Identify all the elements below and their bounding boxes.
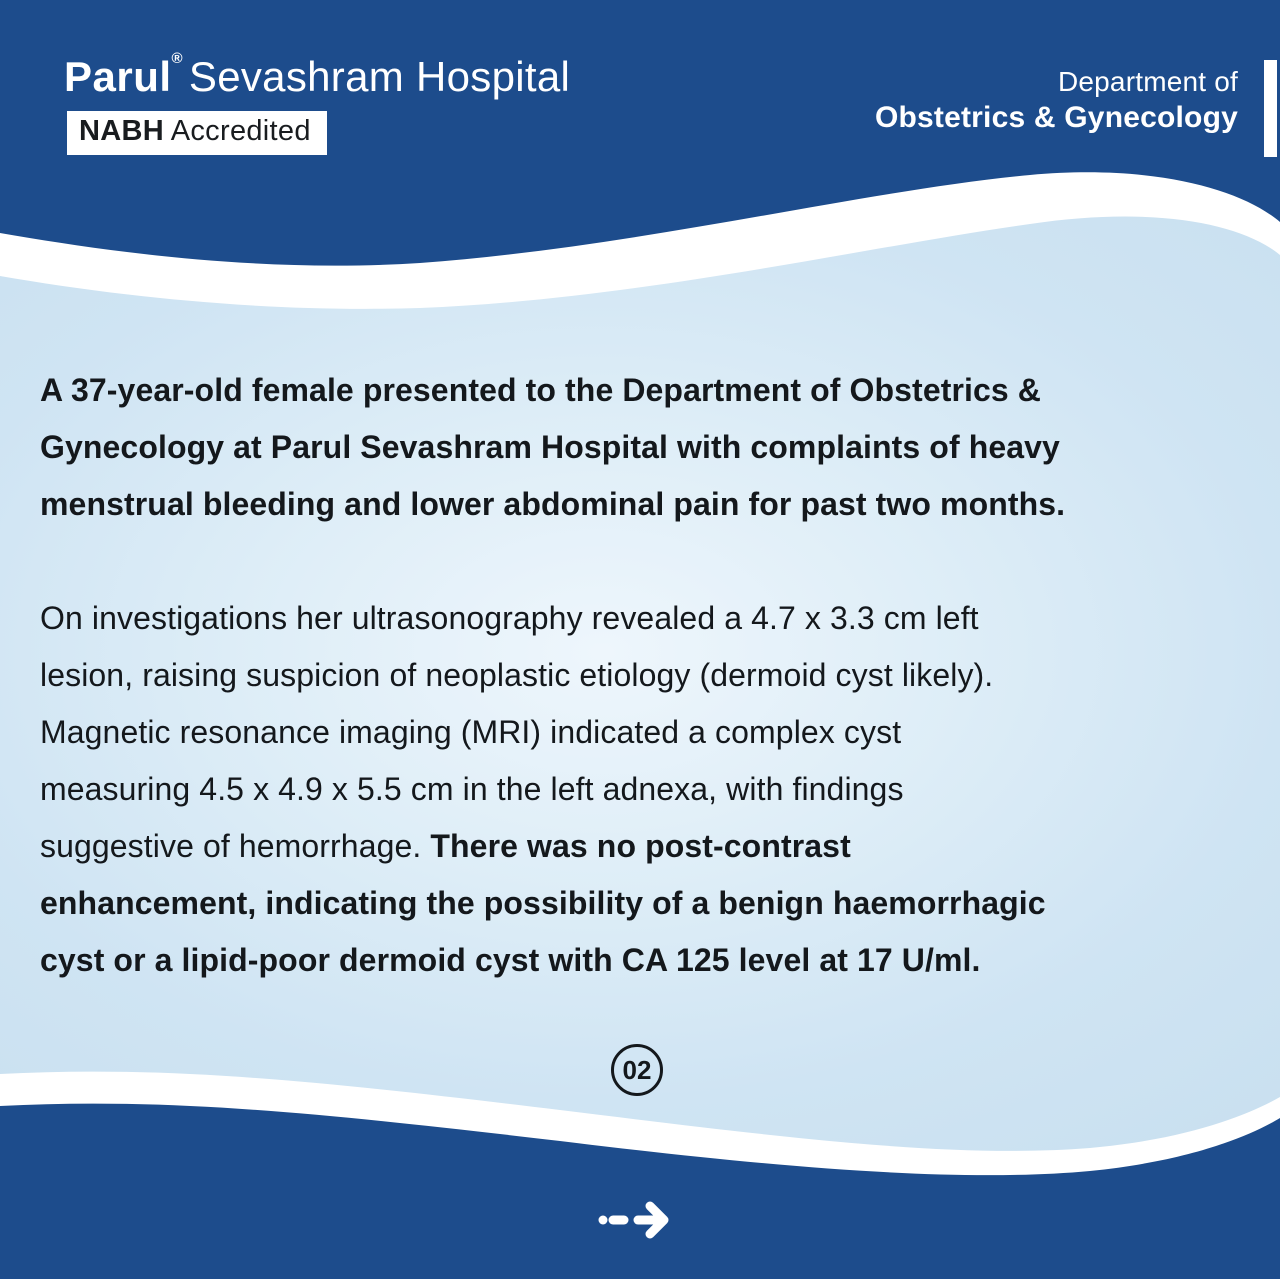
text-line — [40, 875, 1252, 932]
text-segment: measuring 4.5 x 4.9 x 5.5 cm in the left adnexa, with findings — [40, 771, 904, 807]
department-line2: Obstetrics & Gynecology — [874, 101, 1238, 134]
text-segment: Gynecology at Parul Sevashram Hospital with complaints of heavy — [40, 429, 1060, 465]
text-segment: cyst or a lipid-poor dermoid cyst with CA 125 level at 17 U/ml. — [40, 942, 981, 978]
text-segment: enhancement, indicating the possibility of a benign haemorrhagic — [40, 885, 1046, 921]
text-segment: menstrual bleeding and lower abdominal pain for past two months. — [40, 486, 1066, 522]
paragraph — [40, 362, 1252, 533]
badge-bold-text: NABH — [79, 115, 164, 147]
text-line — [40, 476, 1252, 533]
text-line — [40, 590, 1252, 647]
page-number-badge — [611, 1044, 663, 1096]
department-title — [875, 64, 1238, 136]
text-line — [40, 704, 1252, 761]
text-segment: On investigations her ultrasonography revealed a 4.7 x 3.3 cm left — [40, 600, 979, 636]
brand-name: Parul — [64, 53, 172, 100]
text-segment: There was no post-contrast — [430, 828, 851, 864]
text-line — [40, 362, 1252, 419]
next-arrow-icon[interactable] — [596, 1196, 684, 1244]
text-line — [40, 761, 1252, 818]
paragraph — [40, 590, 1252, 989]
header-side-tab — [1264, 60, 1277, 157]
text-segment: lesion, raising suspicion of neoplastic etiology (dermoid cyst likely). — [40, 657, 994, 693]
department-line1: Department of — [1057, 66, 1238, 97]
text-segment: suggestive of hemorrhage. — [40, 828, 431, 864]
text-segment: A 37-year-old female presented to the Department of Obstetrics & — [40, 372, 1042, 408]
badge-regular-text: Accredited — [163, 115, 311, 147]
text-segment: Magnetic resonance imaging (MRI) indicated a complex cyst — [40, 714, 902, 750]
text-line — [40, 932, 1252, 989]
hospital-brand — [64, 50, 570, 101]
nabh-accredited-badge — [67, 111, 327, 155]
brand-rest: Sevashram Hospital — [188, 53, 571, 100]
case-text — [40, 362, 1252, 989]
page-number: 02 — [622, 1054, 652, 1085]
registered-trademark-symbol: ® — [171, 50, 183, 67]
text-line — [40, 818, 1252, 875]
text-line — [40, 419, 1252, 476]
text-line — [40, 647, 1252, 704]
